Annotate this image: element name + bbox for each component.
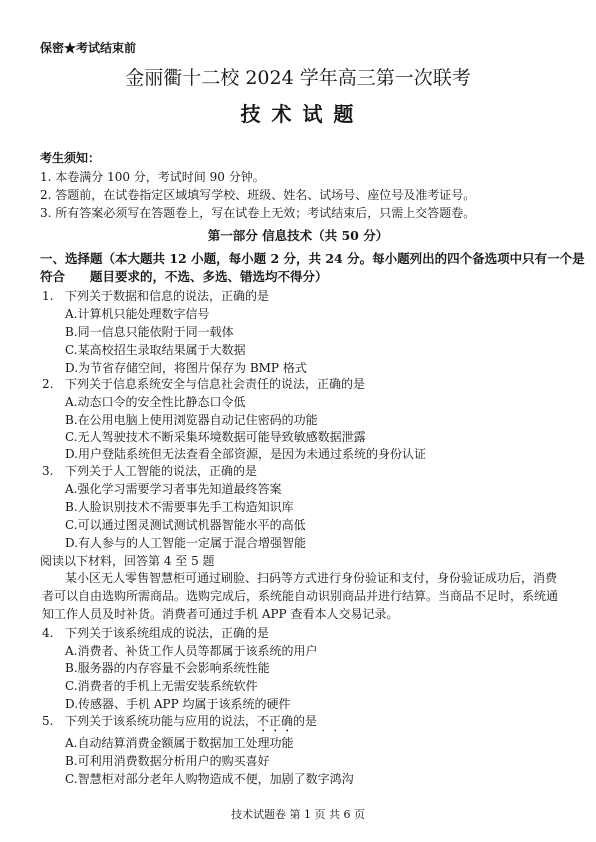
subject-title: 技 术 试 题 <box>240 102 356 126</box>
notice-item: 2. 答题前，在试卷指定区域填写学校、班级、姓名、试场号、座位号及准考证号。 <box>40 188 476 202</box>
notice-item: 3. 所有答案必须写在答题卷上，写在试卷上无效；考试结束后，只需上交答题卷。 <box>40 206 476 220</box>
stem-text: 的是 <box>293 714 318 728</box>
section-line: 符合 题目要求的，不选、多选、错选均不得分） <box>40 269 328 284</box>
stem-text: 下列关于该系统功能与应用的说法， <box>65 714 258 728</box>
option-d: D.有人参与的人工智能一定属于混合增强智能 <box>65 536 307 550</box>
part-heading: 第一部分 信息技术（共 50 分） <box>207 228 389 243</box>
option-c: C.可以通过图灵测试测试机器智能水平的高低 <box>65 518 306 532</box>
option-a: A.计算机只能处理数字信号 <box>65 307 210 321</box>
reading-intro: 阅读以下材料，回答第 4 至 5 题 <box>40 554 215 568</box>
reading-line: 知工作人员及时补货。消费者可通过手机 APP 查看本人交易记录。 <box>42 607 399 621</box>
option-b: B.服务器的内存容量不会影响系统性能 <box>65 661 270 675</box>
option-c: C.某高校招生录取结果属于大数据 <box>65 343 246 357</box>
option-b: B.同一信息只能依附于同一载体 <box>65 325 234 339</box>
question-number: 4. <box>42 626 54 640</box>
section-line: 一、选择题（本大题共 12 小题，每小题 2 分，共 24 分。每小题列出的四个备选项中只有一个是 <box>40 251 585 266</box>
page-footer: 技术试题卷 第 1 页 共 6 页 <box>231 808 365 821</box>
option-a: A.强化学习需要学习者事先知道最终答案 <box>65 482 282 496</box>
question-number: 5. <box>42 714 54 728</box>
question-stem: 下列关于信息系统安全与信息社会责任的说法，正确的是 <box>65 377 366 391</box>
option-b: B.人脸识别技术不需要事先手工构造知识库 <box>65 500 294 514</box>
question-number: 2. <box>42 377 54 391</box>
confidential-mark: 保密★考试结束前 <box>40 41 137 55</box>
question-stem <box>65 712 317 735</box>
reading-line: 某小区无人零售智慧柜可通过刷脸、扫码等方式进行身份验证和支付，身份验证成功后，消费 <box>65 571 558 585</box>
option-a: A.消费者、补货工作人员等都属于该系统的用户 <box>65 644 318 658</box>
question-number: 1. <box>42 289 54 303</box>
option-c: C.消费者的手机上无需安装系统软件 <box>65 679 258 693</box>
question-stem: 下列关于人工智能的说法，正确的是 <box>65 464 258 478</box>
option-a: A.自动结算消费金额属于数据加工处理功能 <box>65 736 294 750</box>
option-d: D.为节省存储空间，将图片保存为 BMP 格式 <box>65 361 307 375</box>
notice-item: 1. 本卷满分 100 分，考试时间 90 分钟。 <box>40 170 265 184</box>
option-c: C.无人驾驶技术不断采集环境数据可能导致敏感数据泄露 <box>65 430 366 444</box>
option-b: B.可利用消费数据分析用户的购买喜好 <box>65 754 270 768</box>
option-d: D.用户登陆系统但无法查看全部资源，是因为未通过系统的身份认证 <box>65 447 427 461</box>
question-number: 3. <box>42 464 54 478</box>
stem-emphasis: 不正确 <box>257 714 294 728</box>
question-stem: 下列关于数据和信息的说法，正确的是 <box>65 289 270 303</box>
option-b: B.在公用电脑上使用浏览器自动记住密码的功能 <box>65 413 318 427</box>
option-d: D.传感器、手机 APP 均属于该系统的硬件 <box>65 697 291 711</box>
question-stem: 下列关于该系统组成的说法，正确的是 <box>65 626 270 640</box>
exam-title: 金丽衢十二校 2024 学年高三第一次联考 <box>125 67 471 89</box>
notice-heading: 考生须知： <box>40 151 101 165</box>
option-c: C.智慧柜对部分老年人购物造成不便，加剧了数字鸿沟 <box>65 772 354 786</box>
option-a: A.动态口令的安全性比静态口令低 <box>65 395 246 409</box>
reading-line: 者可以自由选购所需商品。选购完成后，系统能自动识别商品并进行结算。当商品不足时，系统通 <box>42 589 559 603</box>
